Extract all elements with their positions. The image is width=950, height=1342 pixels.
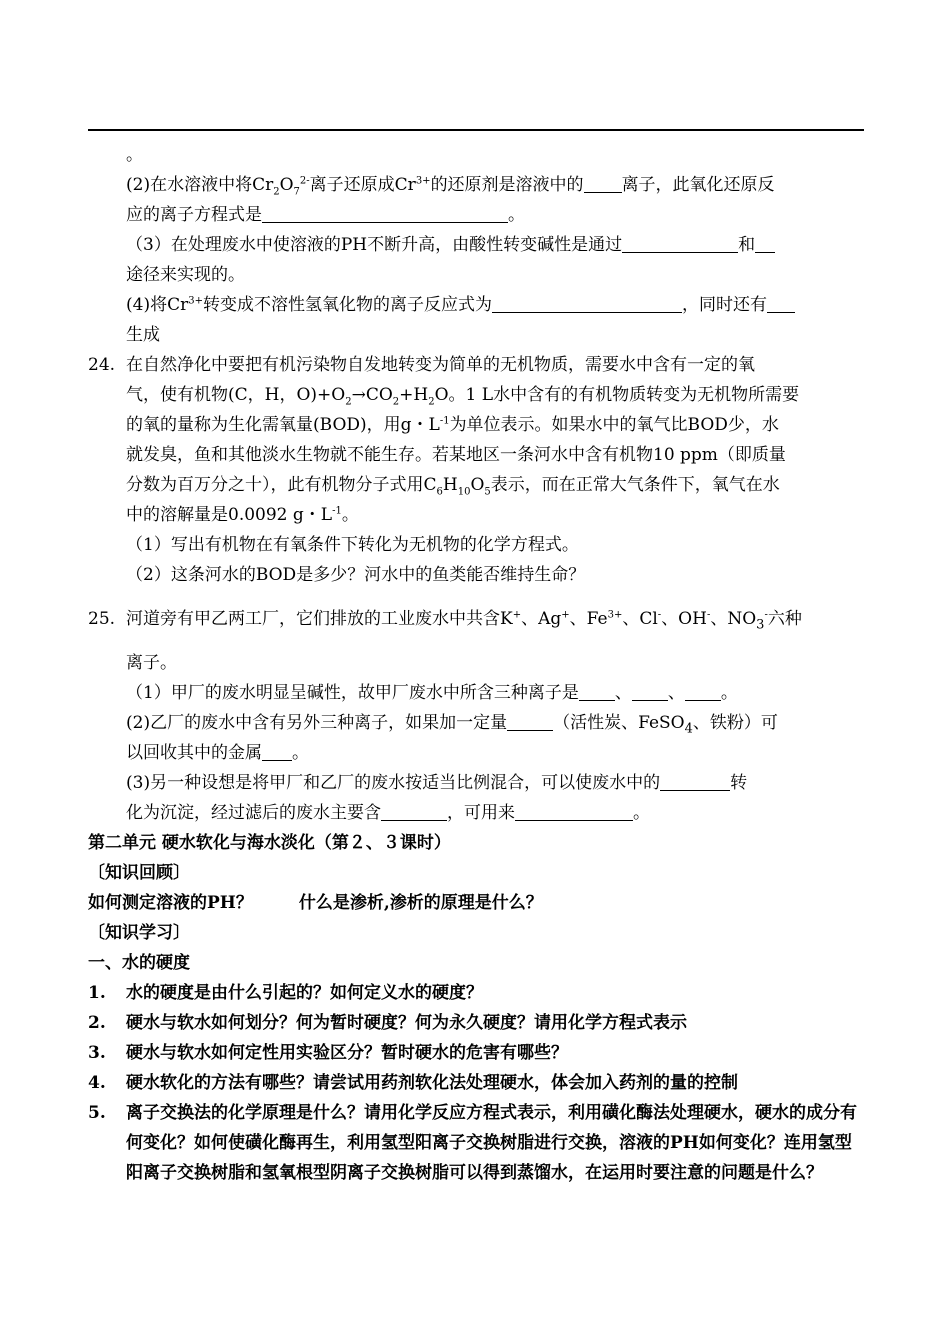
question-24-line: 分数为百万分之十），此有机物分子式用$C_6H_{10}O_5$表示，而在正常大气条件下，氧气在水: [126, 475, 780, 498]
answer-blank[interactable]: [584, 174, 622, 193]
list-item: 3. 硬水与软水如何定性用实验区分？暂时硬水的危害有哪些？: [88, 1043, 568, 1063]
answer-blank[interactable]: [622, 234, 738, 253]
list-item: 1. 水的硬度是由什么引起的？如何定义水的硬度？: [88, 983, 483, 1003]
answer-blank[interactable]: [515, 802, 633, 821]
answer-blank[interactable]: [381, 802, 447, 821]
question-24-line: 的氧的量称为生化需氧量(BOD)，用g・$L^{-1}$为单位表示。如果水中的氧气比BOD少，水: [126, 415, 779, 435]
question-25-sub-2: (2)乙厂的废水中含有另外三种离子，如果加一定量 （活性炭、FeSO$_4$、铁粉）可: [126, 713, 778, 737]
question-23-tail: 。: [126, 145, 143, 165]
question-number: 25.: [88, 609, 116, 629]
top-rule: [88, 129, 864, 131]
learn-tag: 〔知识学习〕: [88, 923, 190, 943]
question-24-sub-2: （2）这条河水的BOD是多少？河水中的鱼类能否维持生命？: [126, 565, 586, 585]
unit-title: 第二单元 硬水软化与海水淡化（第２、３课时）: [88, 833, 451, 853]
question-23-part-2: (2)在水溶液中将$Cr_2O_7^{2-}$离子还原成$Cr^{3+}$的还原剂是溶液中的 离子，此氧化还原反: [126, 175, 775, 198]
answer-blank[interactable]: [507, 712, 553, 731]
question-23-part-4-cont: 生成: [126, 325, 160, 345]
question-25-sub-3: (3)另一种设想是将甲厂和乙厂的废水按适当比例混合，可以使废水中的 转: [126, 773, 748, 793]
question-23-part-2-cont: 应的离子方程式是 。: [126, 205, 525, 225]
question-24-sub-1: （1）写出有机物在有氧条件下转化为无机物的化学方程式。: [126, 535, 579, 555]
review-questions: 如何测定溶液的PH？ 什么是渗析,渗析的原理是什么？: [88, 893, 543, 913]
question-number: 24.: [88, 355, 116, 375]
document-page: [88, 140, 864, 1188]
answer-blank[interactable]: [262, 204, 508, 223]
question-24-line: 中的溶解量是0.0092 g・$L^{-1}$。: [126, 505, 359, 525]
list-item: 4. 硬水软化的方法有哪些？请尝试用药剂软化法处理硬水，体会加入药剂的量的控制: [88, 1073, 738, 1093]
answer-blank[interactable]: [660, 772, 730, 791]
question-25-sub-2-cont: 以回收其中的金属 。: [126, 743, 309, 763]
answer-blank[interactable]: [767, 294, 795, 313]
answer-blank[interactable]: [262, 742, 292, 761]
answer-blank[interactable]: [492, 294, 682, 313]
review-tag: 〔知识回顾〕: [88, 863, 190, 883]
question-23-part-3-cont: 途径来实现的。: [126, 265, 245, 285]
question-25: 25. 河道旁有甲乙两工厂，它们排放的工业废水中共含K+、Ag+、$Fe^{3+}$、Cl-、OH-、$NO_3^-$六种: [88, 604, 864, 634]
question-23-part-4: (4)将$Cr^{3+}$转变成不溶性氢氧化物的离子反应式为 ，同时还有: [88, 290, 864, 320]
list-item: 2. 硬水与软水如何划分？何为暂时硬度？何为永久硬度？请用化学方程式表示: [88, 1013, 687, 1033]
question-25-line: 离子。: [126, 653, 177, 673]
section-heading: 一、水的硬度: [88, 953, 190, 973]
question-25-sub-1: （1）甲厂的废水明显呈碱性，故甲厂废水中所含三种离子是 、 、 。: [126, 683, 738, 703]
answer-blank[interactable]: [685, 682, 721, 701]
question-24-line: 气，使有机物(C，H，$O)+O_2\to CO_2+H_2O$。1 L水中含有的有机物质转变为无机物所需要: [126, 385, 800, 408]
question-25-sub-3-cont: 化为沉淀，经过滤后的废水主要含 ，可用来 。: [126, 803, 650, 823]
question-23-part-3: （3）在处理废水中使溶液的PH不断升高，由酸性转变碱性是通过 和: [88, 230, 864, 260]
answer-blank[interactable]: [755, 234, 775, 253]
question-24-line: 就发臭，鱼和其他淡水生物就不能生存。若某地区一条河水中含有机物10 ppm（即质量: [126, 445, 786, 465]
question-24: 24. 在自然净化中要把有机污染物自发地转变为简单的无机物质，需要水中含有一定的氧: [88, 350, 864, 380]
list-item: 5. 离子交换法的化学原理是什么？请用化学反应方程式表示，利用磺化酶法处理硬水，硬水的成分有何变化？如何使磺化酶再生，利用氢型阳离子交换树脂进行交换，溶液的PH如何变化？连用氢型阳离子交换树脂和氢氧根型阴离子交换树脂可以得到蒸馏水，在运用时要注意的问题是什么？: [88, 1103, 857, 1183]
answer-blank[interactable]: [579, 682, 615, 701]
answer-blank[interactable]: [632, 682, 668, 701]
